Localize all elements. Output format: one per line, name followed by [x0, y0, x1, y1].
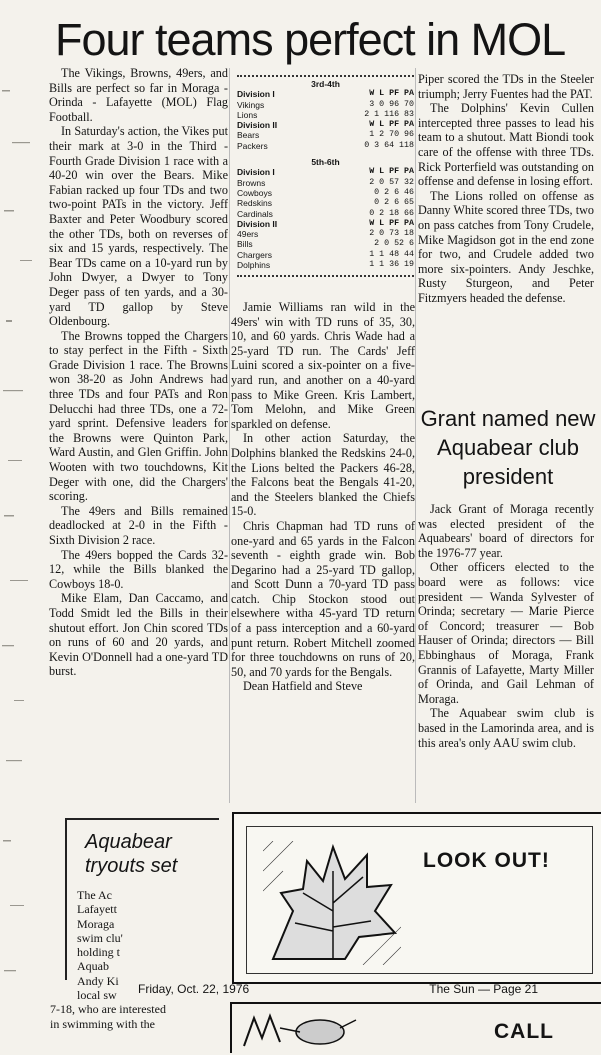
- paragraph: In other action Saturday, the Dolphins blanked the Redskins 24-0, the Lions belted the Packers 46-28, the Falcons beat the Bengals 41-20, and the Steelers blanked the Chiefs 15-0.: [231, 431, 415, 519]
- paragraph: The Vikings, Browns, 49ers, and Bills are perfect so far in Moraga - Orinda - Lafayette (MOL) Flag Football.: [49, 66, 228, 124]
- paragraph: Other officers elected to the board were as follows: vice president — Wanda Sylvester of Orinda; secretary — Marie Pierce of Concord; treasurer — Bob Hauser of Orinda; directors — Bill Ebbinghaus of Moraga, Frank Grannis of Lafayette, Marty Miller of Orinda, and Gail Lehman of Moraga.: [418, 560, 594, 706]
- leaf-illustration: [263, 841, 401, 965]
- call-text: CALL: [494, 1020, 554, 1043]
- aquabear-title: Aquabear tryouts set: [85, 831, 178, 877]
- left-margin-bleed: [0, 60, 38, 1050]
- ad-border: [246, 826, 593, 974]
- lookout-advertisement: [232, 812, 601, 984]
- aquabear-text: The Ac Lafayett Moraga swim clu' holding t Aquab Andy Ki local sw: [77, 888, 123, 1003]
- standings-section-title: 3rd-4th: [311, 79, 340, 89]
- paragraph: Mike Elam, Dan Caccamo, and Todd Smidt led the Bills in their shutout effort. Jon Chin scored TDs on runs of 60 and 20 yards, and Kevin O'Donnell had a one-yard TD burst.: [49, 591, 228, 679]
- bottom-strip: [40, 1000, 601, 1051]
- article-subhead: Grant named new Aquabear club president: [420, 406, 596, 489]
- article-column-3b: [418, 502, 594, 802]
- standings-division-header: Division I W L PF PA: [237, 167, 414, 178]
- standings-row: Packers 0 3 64 118: [237, 140, 414, 151]
- standings-row: Lions 2 1 116 83: [237, 109, 414, 120]
- paragraph: Dean Hatfield and Steve: [243, 679, 363, 694]
- wavy-rule: [237, 270, 414, 277]
- bottom-text: 7-18, who are interested in swimming with the: [50, 1002, 166, 1031]
- footer-page: The Sun — Page 21: [429, 982, 538, 996]
- footer-date: Friday, Oct. 22, 1976: [138, 982, 250, 996]
- standings-row: Bears 1 2 70 96: [237, 130, 414, 141]
- standings-row: Cowboys 0 2 6 46: [237, 187, 414, 198]
- standings-row: Bills 2 0 52 6: [237, 239, 414, 250]
- standings-row: Redskins 0 2 6 65: [237, 198, 414, 209]
- paragraph: The Aquabear swim club is based in the Lamorinda area, and is this area's only AAU swim club.: [418, 706, 594, 750]
- column-divider: [229, 68, 230, 803]
- paragraph: Chris Chapman had TD runs of one-yard and 65 yards in the Falcon seventh - eighth grade win. Bob Degarino had a 25-yard TD gallop, and Scott Dunn a 70-yard TD pass catch. Chip Stockon stood out elsewhere witha 45-yard TD return of a pass interception and a 60-yard punt return. Robert Mitchell zoomed for three touchdowns on runs of 20, 50, and 70 yards for the Bengals.: [231, 518, 415, 679]
- paragraph: The Browns topped the Chargers to stay perfect in the Fifth - Sixth Grade Division 1 race. The Browns won 38-20 as John Andrews had three TDs and four PATs and Ron Delucchi had three TDs, one a 72-yard sprint. Defensive leaders for the Browns were Quinton Park, Ward Austin, and Glen Griffin. John Wooten with two touchdowns, Kit Deger with one, did the Chargers' scoring.: [49, 328, 228, 504]
- standings-table: [237, 70, 414, 298]
- lookout-text: LOOK OUT!: [423, 849, 550, 872]
- standings-row: Cardinals 0 2 18 66: [237, 208, 414, 219]
- standings-row: Dolphins 1 1 36 19: [237, 260, 414, 271]
- paragraph: Jamie Williams ran wild in the 49ers' win with TD runs of 35, 30, 10, and 60 yards. Chris Wade had a 25-yard TD run. The Cards' Jeff Luini scored a six-pointer on a five-yard run, and another on a 40-yard pass to Mike Green. Kris Lambert, Tom Melohn, and Mike Green sparkled on defense.: [231, 300, 415, 431]
- column-divider: [415, 68, 416, 803]
- standings-row: Vikings 3 0 96 70: [237, 99, 414, 110]
- paragraph: Jack Grant of Moraga recently was elected president of the Aquabears' board of directors for the 1976-77 year.: [418, 502, 594, 560]
- page-footer: [138, 982, 538, 1002]
- standings-row: Chargers 1 1 48 44: [237, 249, 414, 260]
- bird-illustration: [240, 1008, 360, 1048]
- article-column-3: [418, 72, 594, 402]
- headline: Four teams perfect in MOL: [55, 14, 566, 65]
- wavy-rule: [237, 70, 414, 77]
- standings-section-title: 5th-6th: [311, 157, 340, 168]
- paragraph: The Dolphins' Kevin Cullen intercepted three passes to lead his team to a shutout. Matt Biondi took care of the offense with three TDs. Rick Porterfield was outstanding on offense and defense in losing effort.: [418, 101, 594, 189]
- standings-division-header: Division II W L PF PA: [237, 120, 414, 131]
- standings-row: 49ers 2 0 73 18: [237, 229, 414, 240]
- standings-division-header: Division I W L PF PA: [237, 89, 414, 100]
- standings-division-header: Division II W L PF PA: [237, 218, 414, 229]
- standings-row: Browns 2 0 57 32: [237, 177, 414, 188]
- paragraph: Piper scored the TDs in the Steeler triumph; Jerry Fuentes had the PAT.: [418, 72, 594, 101]
- paragraph: The 49ers and Bills remained deadlocked at 2-0 in the Fifth - Sixth Division 2 race.: [49, 503, 228, 547]
- article-column-1: [49, 66, 228, 722]
- paragraph: In Saturday's action, the Vikes put their mark at 3-0 in the Third - Fourth Grade Division 1 race with a 40-20 win over the Bears. Mike Fabian racked up four TDs and two two-point PATs in the victory. Jeff Baxter and Peter Woodbury scored the other TDs, both on reverses of six and 15 yards, respectively. The Bear TDs came on a 10-yard run by John Dwyer, a Dwyer to Tony Deger pass of ten yards, and a 30-yard TD gallop by Steve Oldenbourg.: [49, 124, 228, 329]
- paragraph: The Lions rolled on offense as Danny White scored three TDs, two on pass catches from Tony Crudele, Mike Magidson got in the end zone for two, and Crudele added two more six-pointers. Andy Jeschke, Rusty Sturgeon, and Peter Fitzmyers headed the defense.: [418, 188, 594, 305]
- article-column-2: [231, 300, 415, 800]
- call-advertisement: [230, 1002, 601, 1053]
- paragraph: The 49ers bopped the Cards 32-12, while the Bills blanked the Cowboys 18-0.: [49, 547, 228, 591]
